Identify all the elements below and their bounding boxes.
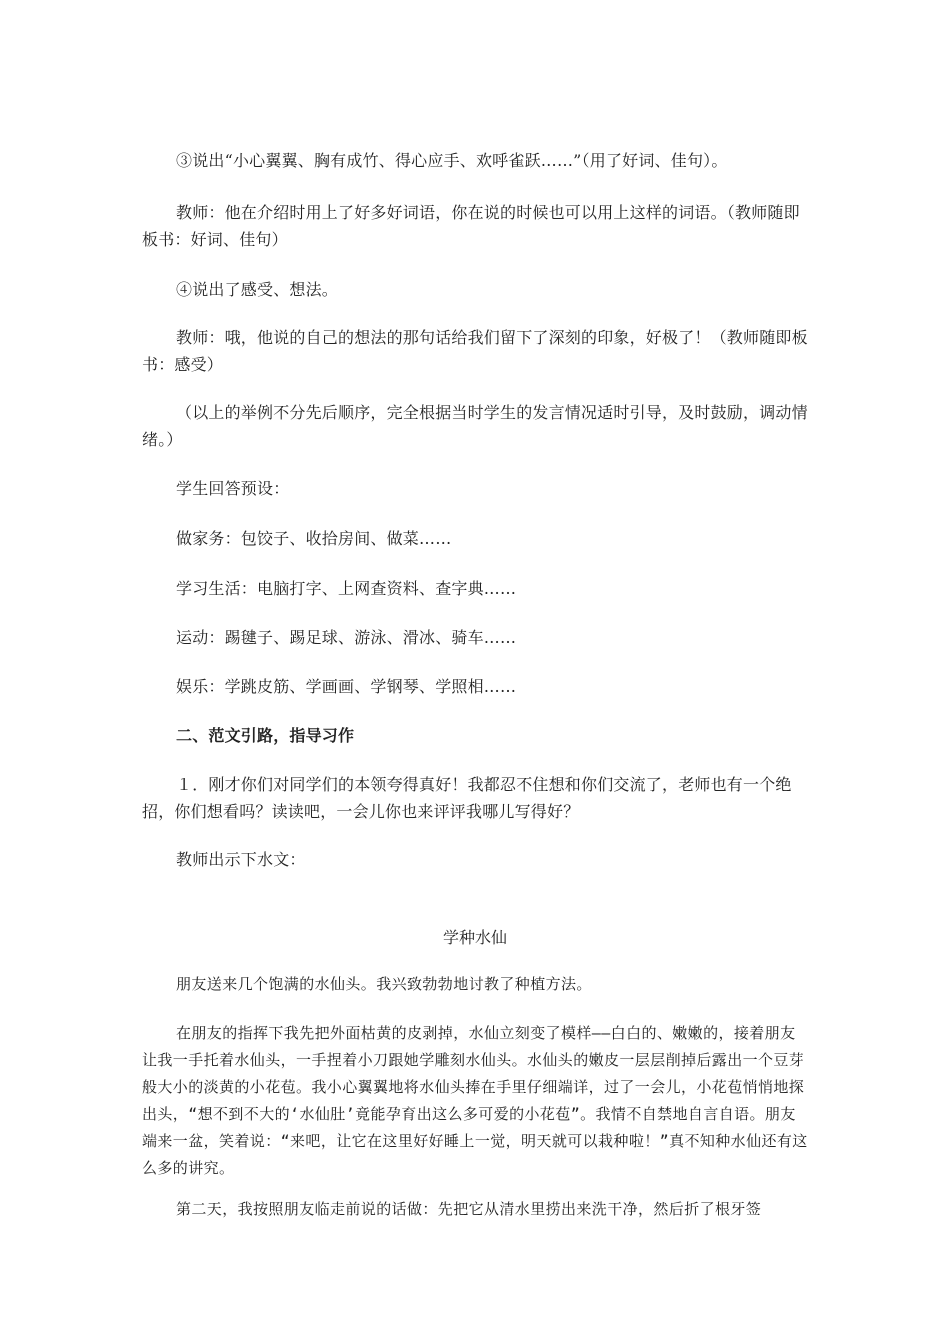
paragraph-teacher-comment-words: 教师：他在介绍时用上了好多好词语，你在说的时候也可以用上这样的词语。（教师随即板书：好词、佳句） — [142, 203, 800, 249]
paragraph-study-life: 学习生活：电脑打字、上网查资料、查字典…… — [176, 579, 517, 598]
essay-paragraph-2: 在朋友的指挥下我先把外面枯黄的皮剥掉，水仙立刻变了模样——白白的、嫩嫩的，接着朋友让我一手托着水仙头，一手捏着小刀跟她学雕刻水仙头。水仙头的嫩皮一层层削掉后露出一个豆芽般大小的淡黄的小花苞。我小心翼翼地将水仙头捧在手里仔细端详，过了一会儿，小花苞悄悄地探出头，“想不到不大的‘水仙肚’竟能孕育出这么多可爱的小花苞”。我情不自禁地自言自语。朋友端来一盆，笑着说：“来吧，让它在这里好好睡上一觉，明天就可以栽种啦！”真不知种水仙还有这么多的讲究。 — [142, 1024, 808, 1177]
essay-paragraph-3: 第二天，我按照朋友临走前说的话做：先把它从清水里捞出来洗干净，然后折了根牙签 — [176, 1200, 762, 1218]
paragraph-order-note: （以上的举例不分先后顺序，完全根据当时学生的发言情况适时引导，及时鼓励，调动情绪。） — [142, 403, 808, 449]
paragraph-teacher-comment-feelings: 教师：哦，他说的自己的想法的那句话给我们留下了深刻的印象，好极了！（教师随即板书：感受） — [142, 328, 808, 374]
essay-paragraph-1: 朋友送来几个饱满的水仙头。我兴致勃勃地讨教了种植方法。 — [176, 975, 592, 993]
paragraph-entertainment: 娱乐：学跳皮筋、学画画、学钢琴、学照相…… — [176, 677, 517, 696]
paragraph-teacher-intro: １．刚才你们对同学们的本领夸得真好！我都忍不住想和你们交流了，老师也有一个绝招，你们想看吗？读读吧，一会儿你也来评评我哪儿写得好？ — [142, 775, 792, 821]
paragraph-idiom-example: ③说出“小心翼翼、胸有成竹、得心应手、欢呼雀跃……”（用了好词、佳句）。 — [176, 151, 728, 170]
paragraph-feelings-example: ④说出了感受、想法。 — [176, 280, 339, 299]
paragraph-student-answer-preset: 学生回答预设： — [176, 479, 290, 498]
paragraph-teacher-shows-essay: 教师出示下水文： — [176, 850, 306, 869]
paragraph-sports: 运动：踢毽子、踢足球、游泳、滑冰、骑车…… — [176, 628, 517, 647]
paragraph-housework: 做家务：包饺子、收拾房间、做菜…… — [176, 529, 452, 548]
essay-title: 学种水仙 — [442, 928, 507, 947]
section-heading: 二、范文引路，指导习作 — [176, 726, 355, 745]
